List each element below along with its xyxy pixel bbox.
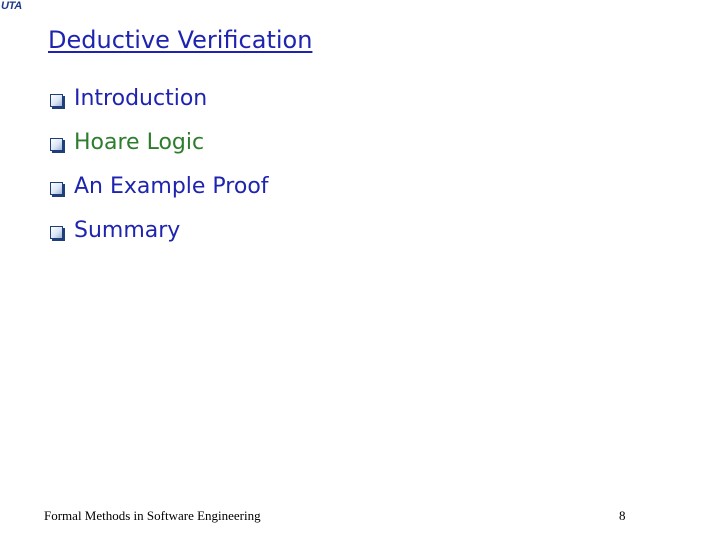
square-bullet-icon [50, 226, 63, 239]
agenda-list [50, 84, 269, 260]
list-item-example-proof [50, 172, 269, 216]
list-item-summary [50, 216, 269, 260]
list-item-introduction [50, 84, 269, 128]
slide-title: Deductive Verification [48, 26, 313, 54]
page-number: 8 [619, 508, 626, 523]
list-item-label: Introduction [74, 86, 208, 111]
uta-logo: UTA [1, 0, 22, 12]
footer-text: Formal Methods in Software Engineering [44, 508, 261, 523]
list-item-label: An Example Proof [74, 174, 269, 199]
square-bullet-icon [50, 138, 63, 151]
square-bullet-icon [50, 182, 63, 195]
list-item-hoare-logic [50, 128, 269, 172]
square-bullet-icon [50, 94, 63, 107]
list-item-label: Hoare Logic [74, 130, 205, 155]
list-item-label: Summary [74, 218, 181, 243]
